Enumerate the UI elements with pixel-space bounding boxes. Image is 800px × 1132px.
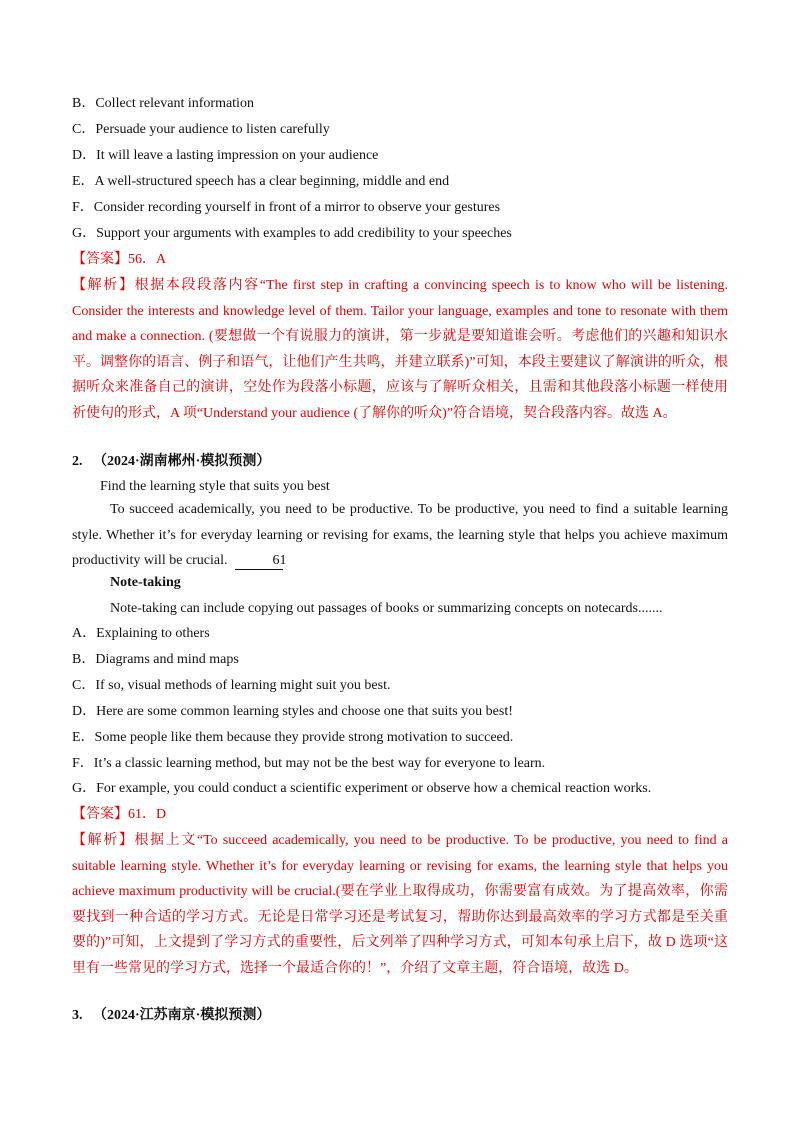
option-g: G．For example, you could conduct a scientific experiment or observe how a chemical reaction works. <box>72 781 652 796</box>
question-source: （2024·湖南郴州·模拟预测） <box>93 454 271 469</box>
question-number: 3. <box>72 1008 83 1023</box>
answer-label: 【答案】61．D <box>72 807 167 822</box>
question-number: 2. <box>72 454 83 469</box>
option-d: D．It will leave a lasting impression on your audience <box>72 148 379 163</box>
passage-title: Find the learning style that suits you best <box>100 479 330 494</box>
option-b: B．Diagrams and mind maps <box>72 652 239 667</box>
option-f: F．Consider recording yourself in front of a mirror to observe your gestures <box>72 200 501 215</box>
answer-blank: 61 <box>235 553 283 570</box>
option-e: E．A well-structured speech has a clear beginning, middle and end <box>72 174 450 189</box>
option-e: E．Some people like them because they provide strong motivation to succeed. <box>72 730 514 745</box>
analysis-text: 【解析】根据本段段落内容“The first step in crafting a convincing speech is to know who will be listening. Consider the interests and knowledge level of them. Tailor your language, examples and tone to resonate with them and make a connection. (要想做一个有说服力的演讲，第一步就是要知道谁会听。考虑他们的兴趣和知识水平。调整你的语言、例子和语气，让他们产生共鸣，并建立联系)”可知，本段主要建议了解演讲的听众，根据听众来准备自己的演讲，空处作为段落小标题，应该与了解听众相关，且需和其他段落小标题一样使用祈使句的形式，A 项“Understand your audience (了解你的听众)”符合语境，契合段落内容。故选 A。 <box>72 278 728 421</box>
passage-text: To succeed academically, you need to be productive. To be productive, you need to find a suitable learning style. Whether it’s for everyday learning or revising for exams, the learning style that helps you achieve maximum productivity will be crucial. <box>72 502 728 568</box>
option-g: G．Support your arguments with examples to add credibility to your speeches <box>72 226 512 241</box>
question-heading <box>72 1006 270 1026</box>
subheading-text: Note-taking can include copying out passages of books or summarizing concepts on notecards....... <box>110 601 663 616</box>
option-a: A．Explaining to others <box>72 626 210 641</box>
option-c: C．If so, visual methods of learning might suit you best. <box>72 678 391 693</box>
subheading: Note-taking <box>110 575 181 590</box>
passage-paragraph <box>72 497 728 574</box>
analysis-text: 【解析】根据上文“To succeed academically, you need to be productive. To be productive, you need to find a suitable learning style. Whether it’s for everyday learning or revising for exams, the learning style that helps you achieve maximum productivity will be crucial.(要在学业上取得成功，你需要富有成效。为了提高效率，你需要找到一种合适的学习方式。无论是日常学习还是考试复习，帮助你达到最高效率的学习方式都是至关重要的)”可知，上文提到了学习方式的重要性，后文列举了四种学习方式，可知本句承上启下，故 D 选项“这里有一些常见的学习方式，选择一个最适合你的！”，介绍了文章主题，符合语境，故选 D。 <box>72 833 728 976</box>
question-source: （2024·江苏南京·模拟预测） <box>93 1008 271 1023</box>
option-b: B．Collect relevant information <box>72 96 254 111</box>
answer-label: 【答案】56．A <box>72 252 167 267</box>
option-f: F．It’s a classic learning method, but may not be the best way for everyone to learn. <box>72 756 546 771</box>
option-c: C．Persuade your audience to listen carefully <box>72 122 330 137</box>
option-d: D．Here are some common learning styles and choose one that suits you best! <box>72 704 513 719</box>
question-heading <box>72 452 270 472</box>
